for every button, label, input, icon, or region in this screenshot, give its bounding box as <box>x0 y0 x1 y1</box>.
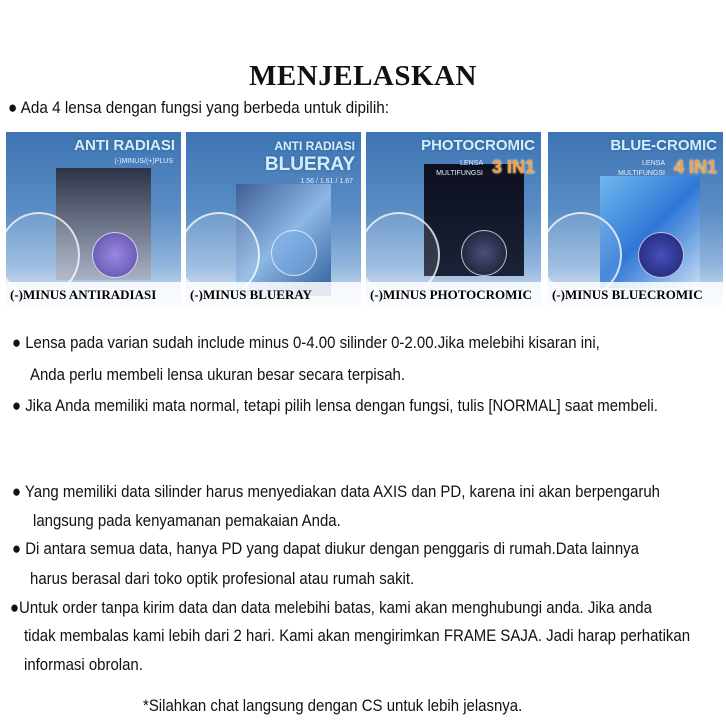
card-label: (-)MINUS BLUECROMIC <box>548 282 723 308</box>
lens-icon <box>638 232 684 278</box>
card-heading: BLUE-CROMIC <box>610 137 717 154</box>
card-heading <box>265 138 355 175</box>
info-line: informasi obrolan. <box>24 655 143 674</box>
card-badge: 3 IN1 <box>491 157 535 177</box>
card-heading: ANTI RADIASI <box>74 137 175 154</box>
lens-card-blueray[interactable] <box>186 132 361 308</box>
card-heading-line1: ANTI RADIASI <box>274 139 355 153</box>
page-title: MENJELASKAN <box>249 60 477 92</box>
info-line: ●Untuk order tanpa kirim data dan data melebihi batas, kami akan menghubungi anda. Jika anda <box>10 598 652 617</box>
info-line: harus berasal dari toko optik profesional atau rumah sakit. <box>30 569 415 588</box>
intro-text: ● Ada 4 lensa dengan fungsi yang berbeda untuk dipilih: <box>8 98 389 117</box>
card-heading: PHOTOCROMIC <box>421 137 535 154</box>
card-subtext: LENSA <box>460 160 483 167</box>
card-subtext: 1.56 / 1.61 / 1.67 <box>300 178 353 185</box>
card-label: (-)MINUS BLUERAY <box>186 282 361 308</box>
lens-card-photocromic[interactable] <box>366 132 541 308</box>
lens-icon <box>92 232 138 278</box>
card-label: (-)MINUS ANTIRADIASI <box>6 282 181 308</box>
card-subtext: MULTIFUNGSI <box>618 170 665 177</box>
info-line: ● Lensa pada varian sudah include minus 0-4.00 silinder 0-2.00.Jika melebihi kisaran ini, <box>12 333 600 352</box>
info-line: tidak membalas kami lebih dari 2 hari. Kami akan mengirimkan FRAME SAJA. Jadi harap perhatikan <box>24 626 691 645</box>
info-line: Anda perlu membeli lensa ukuran besar secara terpisah. <box>30 365 406 384</box>
info-line: ● Di antara semua data, hanya PD yang dapat diukur dengan penggaris di rumah.Data lainnya <box>12 539 639 558</box>
card-subtext: MULTIFUNGSI <box>436 170 483 177</box>
footer-note: *Silahkan chat langsung dengan CS untuk lebih jelasnya. <box>143 696 523 715</box>
card-heading-line2: BLUERAY <box>264 153 355 175</box>
lens-card-bluecromic[interactable] <box>548 132 723 308</box>
card-subtext: (-)MINUS/(+)PLUS <box>114 158 173 165</box>
card-badge: 4 IN1 <box>673 157 717 177</box>
lens-icon <box>461 230 507 276</box>
info-line: ● Yang memiliki data silinder harus menyediakan data AXIS dan PD, karena ini akan berpengaruh <box>12 482 660 501</box>
card-subtext: LENSA <box>642 160 665 167</box>
lens-icon <box>271 230 317 276</box>
card-label: (-)MINUS PHOTOCROMIC <box>366 282 541 308</box>
info-line: ● Jika Anda memiliki mata normal, tetapi pilih lensa dengan fungsi, tulis [NORMAL] saat membeli. <box>12 396 658 415</box>
info-line: langsung pada kenyamanan pemakaian Anda. <box>33 511 341 530</box>
lens-card-antiradiasi[interactable] <box>6 132 181 308</box>
